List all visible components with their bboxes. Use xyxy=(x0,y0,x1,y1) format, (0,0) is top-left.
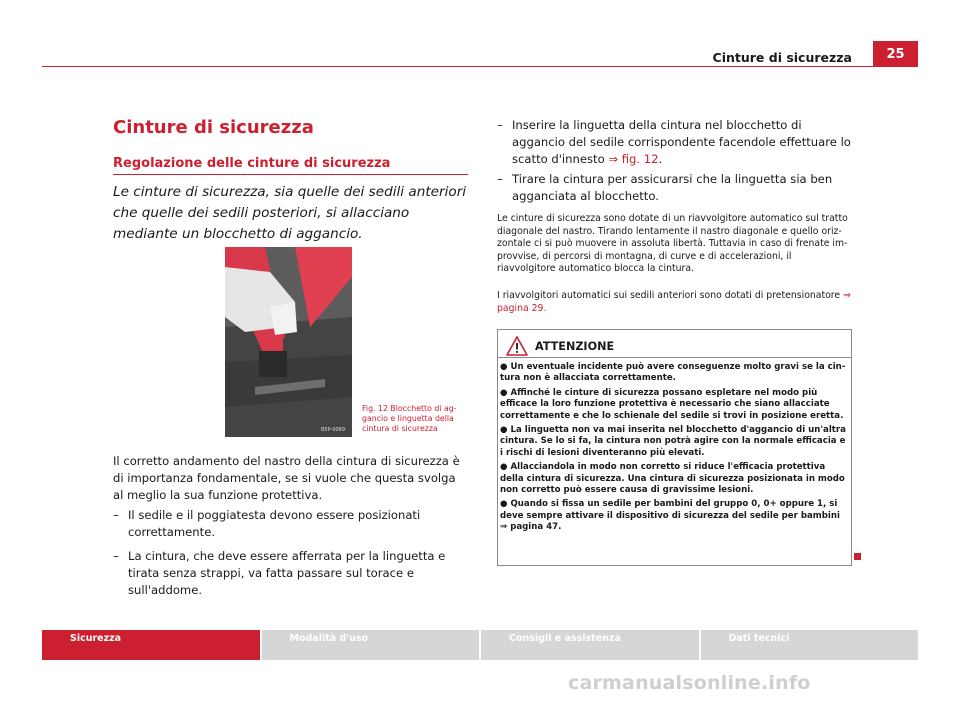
figure-reference-link[interactable]: ⇒ fig. 12 xyxy=(608,152,659,166)
page-reference-link[interactable]: ⇒ pagina 29. xyxy=(497,290,851,314)
warning-item xyxy=(500,425,848,459)
warning-list xyxy=(500,362,848,537)
warning-item-text: Affinché le cinture di sicurezza possano espletare nel modo più efficace la loro funzione protettiva è necessario che siano allacciate correttamente e che lo schienale del sedile si trovi in posizione eretta. xyxy=(500,387,844,421)
tab-consigli-e-assistenza[interactable]: Consigli e assistenza xyxy=(479,630,699,660)
tab-dati-tecnici[interactable]: Dati tecnici xyxy=(699,630,919,660)
warning-header-rule xyxy=(497,357,852,358)
dash-bullet: – xyxy=(497,172,503,186)
header-rule xyxy=(42,66,918,67)
warning-item xyxy=(500,388,848,422)
bullet-dot: ● xyxy=(500,387,508,398)
figure-code: B5P-0069 xyxy=(321,427,346,433)
list-item-end: . xyxy=(658,152,663,166)
warning-item-text: Quando si fissa un sedile per bambini del gruppo 0, 0+ oppure 1, si deve sempre attivare il dispositivo di sicurezza del sedile per bambini ⇒ pagina 47. xyxy=(500,499,840,533)
tab-modalita-duso[interactable]: Modalità d'uso xyxy=(260,630,480,660)
list-item-text: Inserire la linguetta della cintura nel blocchetto di aggancio del sedile corrispondente facendole effettuare lo scatto d'innesto xyxy=(512,118,851,166)
page-title: Cinture di sicurezza xyxy=(113,117,314,138)
tab-sicurezza[interactable]: Sicurezza xyxy=(42,630,260,660)
warning-triangle-icon xyxy=(506,336,528,356)
warning-item-text: La linguetta non va mai inserita nel blocchetto d'aggancio di un'altra cintura. Se lo si fa, la cintura non potrà agire con la normale efficacia e i rischi di lesioni diventeranno più elevati. xyxy=(500,425,846,458)
list-item xyxy=(497,117,857,168)
dash-bullet: – xyxy=(497,118,503,132)
page-number: 25 xyxy=(873,41,918,67)
bullet-dot: ● xyxy=(500,362,508,372)
section-end-marker xyxy=(854,553,861,560)
subtitle-rule xyxy=(113,174,468,175)
watermark-text: carmanualsonline.info xyxy=(568,672,811,694)
bullet-dot: ● xyxy=(500,499,508,510)
body-paragraph: Il corretto andamento del nastro della cintura di sicurezza è di importanza fondamentale, se si vuole che questa svolga al meglio la sua funzione protettiva. xyxy=(113,454,460,502)
list-item-text: Tirare la cintura per assicurarsi che la linguetta sia ben agganciata al blocchetto. xyxy=(512,172,833,203)
section-subtitle: Regolazione delle cinture di sicurezza xyxy=(113,156,391,171)
dash-bullet: – xyxy=(113,508,119,522)
retractor-paragraph: Le cinture di sicurezza sono dotate di un riavvolgitore automatico sul tratto diagonale del nastro. Tirando lentamente il nastro diagonale e quello orizzontale ci si può muovere in assoluta libertà. Tuttavia in caso di frenate improvvise, di percorsi di montagna, di curve e di accelerazioni, il riavvolgitore automatico blocca la cintura. xyxy=(497,213,848,275)
running-header-title: Cinture di sicurezza xyxy=(712,50,852,65)
list-item-text: La cintura, che deve essere afferrata per la linguetta e tirata senza strappi, va fatta passare sul torace e sull'addome. xyxy=(128,549,446,597)
seatbelt-buckle-photo xyxy=(225,247,352,437)
bullet-dot: ● xyxy=(500,462,508,473)
warning-title: ATTENZIONE xyxy=(535,340,615,353)
warning-item xyxy=(500,499,848,533)
warning-item-text: Un eventuale incidente può avere conseguenze molto gravi se la cintura non è allacciata correttamente. xyxy=(500,362,846,384)
warning-item xyxy=(500,362,848,385)
intro-text: Le cinture di sicurezza, sia quelle dei sedili anteriori che quelle dei sedili posteriori, si allacciano mediante un blocchetto di aggancio. xyxy=(113,184,467,242)
list-item xyxy=(113,548,468,599)
list-item xyxy=(497,171,857,205)
list-item xyxy=(113,507,468,541)
pretensioner-text: I riavvolgitori automatici sui sedili anteriori sono dotati di pretensionatore xyxy=(497,290,841,301)
bullet-dot: ● xyxy=(500,425,508,436)
warning-item xyxy=(500,462,848,496)
list-item-text: Il sedile e il poggiatesta devono essere posizionati correttamente. xyxy=(128,508,421,539)
dash-bullet: – xyxy=(113,549,119,563)
pretensioner-paragraph xyxy=(497,290,852,315)
figure-caption: Fig. 12 Blocchetto di aggancio e linguetta della cintura di sicurezza xyxy=(362,404,457,433)
warning-item-text: Allacciandola in modo non corretto si riduce l'efficacia protettiva della cintura di sicurezza. Una cintura di sicurezza posizionata in modo non corretto può essere causa di gravissime lesioni. xyxy=(500,462,845,496)
chapter-tabs xyxy=(42,630,918,660)
